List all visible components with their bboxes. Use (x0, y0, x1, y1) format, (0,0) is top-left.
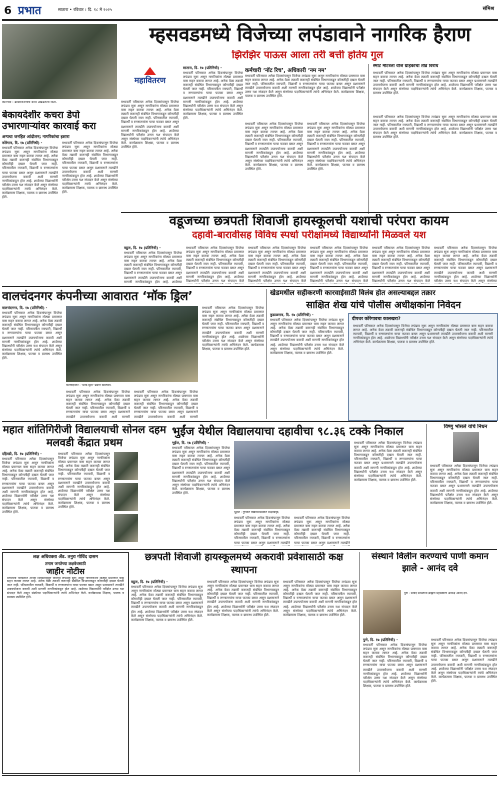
quotes-box (348, 313, 498, 421)
mockdrill-text-3: मध्यवर्ती परिसरात अनेक दिवसांपासून विजेचा लपंडाव सुरू असून नागरिकांना मोठ्या प्रमाणात त्रास सहन करावा लागत आहे. अनेक वेळा तक्रारी करूनही संबंधित विभागाकडून कोणतीही दखल घेतली जात नाही. परिसरातील व्यापारी, विद्यार्थी व रुग्णालयांना याचा फटका बसत असून प्रशासनाने तातडीने उपाययोजना करावी अशी मागणी (134, 390, 198, 419)
bhuj-headline: भुईंज येथील विद्यालयाचा दहावीचा ९८.३६ टक्के निकाल (172, 424, 404, 438)
mockdrill-headline: वालचंदनगर कंपनीच्या आवारात ‘मॉक ड्रिल’ (2, 289, 193, 303)
mahavitaran-logo (121, 67, 179, 97)
bhuj-photo (234, 441, 350, 509)
school-text-1: मध्यवर्ती परिसरात अनेक दिवसांपासून विजेचा लपंडाव सुरू असून नागरिकांना मोठ्या प्रमाणात त्रास सहन करावा लागत आहे. अनेक वेळा तक्रारी करूनही संबंधित विभागाकडून कोणतीही दखल घेतली जात नाही. परिसरातील व्यापारी, विद्यार्थी व रुग्णालयांना याचा फटका बसत असून प्रशासनाने तातडीने उपाययोजना करावी अशी मागणी नागरिकांकडून होत आहे. शाळेच्या (124, 251, 182, 284)
brand-logo: प्रभात (18, 4, 42, 17)
mahavitaran-text: महावितरण (134, 76, 166, 85)
legal-notice-ad (2, 552, 129, 774)
student-photos (114, 452, 167, 547)
quotes-text-1: मध्यवर्ती परिसरात अनेक दिवसांपासून विजेचा लपंडाव सुरू असून नागरिकांना मोठ्या प्रमाणात त्रास सहन करावा लागत आहे. अनेक वेळा तक्रारी करूनही संबंधित विभागाकडून कोणतीही दखल घेतली जात नाही. परिसरातील व्यापारी, विद्यार्थी व रुग्णालयांना याचा फटका बसत असून प्रशासनाने तातडीने उपाययोजना करावी अशी मागणी नागरिकांकडून होत आहे. शाळेच्या विद्यार्थ्यांनी परीक्षेत उत्तम यश संपादन केले असून संस्थेच्या पदाधिकाऱ्यांनी त्यांचे अभिनंदन केले. कार्यक्रमास शिक्षक, पालक व ग्रामस्थ उपस्थित होते. (270, 318, 344, 355)
left-headline: बेकायदेशीर कचरा डेपो उभारणाऱ्यांवर कारवाई करा (2, 110, 96, 132)
left-byline: कोरेगाव, दि. १७ (प्रतिनिधी) - (2, 141, 43, 145)
page-number: 6 (4, 4, 12, 17)
school-text-3: मध्यवर्ती परिसरात अनेक दिवसांपासून विजेचा लपंडाव सुरू असून नागरिकांना मोठ्या प्रमाणात त्रास सहन करावा लागत आहे. अनेक वेळा तक्रारी करूनही संबंधित विभागाकडून कोणतीही दखल घेतली जात नाही. परिसरातील व्यापारी, विद्यार्थी व रुग्णालयांना याचा फटका बसत असून प्रशासनाने तातडीने उपाययोजना करावी अशी मागणी नागरिकांकडून होत आहे. शाळेच्या विद्यार्थ्यांनी परीक्षेत उत्तम यश संपादन केले (248, 246, 306, 283)
bhuj-text-3: मध्यवर्ती परिसरात अनेक दिवसांपासून विजेचा लपंडाव सुरू असून नागरिकांना मोठ्या प्रमाणात त्रास सहन करावा लागत आहे. अनेक वेळा तक्रारी करूनही संबंधित विभागाकडून कोणतीही दखल घेतली जात नाही. परिसरातील व्यापारी, विद्यार्थी व रुग्णालयांना याचा फटका बसत असून प्रशासनाने तातडीने (294, 516, 350, 545)
bhuj-caption: भुईंज : गुणवंत विद्यार्थ्यांसमवेत शिक्षकवृंद. (234, 511, 280, 514)
bhuj-text-1: मध्यवर्ती परिसरात अनेक दिवसांपासून विजेचा लपंडाव सुरू असून नागरिकांना मोठ्या प्रमाणात त्रास सहन करावा लागत आहे. अनेक वेळा तक्रारी करूनही संबंधित विभागाकडून कोणतीही दखल घेतली जात नाही. परिसरातील व्यापारी, विद्यार्थी व रुग्णालयांना याचा फटका बसत असून प्रशासनाने तातडीने उपाययोजना करावी अशी मागणी नागरिकांकडून होत आहे. शाळेच्या विद्यार्थ्यांनी परीक्षेत उत्तम यश संपादन केले असून संस्थेच्या पदाधिकाऱ्यांनी त्यांचे अभिनंदन केले. कार्यक्रमास शिक्षक, पालक व ग्रामस्थ उपस्थित होते. (172, 446, 230, 496)
ad-text: मध्यवर्ती परिसरात अनेक दिवसांपासून विजेचा लपंडाव सुरू असून नागरिकांना मोठ्या प्रमाणात त्रास सहन करावा लागत आहे. अनेक वेळा तक्रारी करूनही संबंधित विभागाकडून कोणतीही दखल घेतली जात नाही. परिसरातील व्यापारी, विद्यार्थी व रुग्णालयांना याचा फटका बसत असून प्रशासनाने तातडीने उपाययोजना करावी अशी मागणी नागरिकांकडून होत आहे. शाळेच्या विद्यार्थ्यांनी परीक्षेत उत्तम यश संपादन केले असून संस्थेच्या पदाधिकाऱ्यांनी त्यांचे अभिनंदन केले. कार्यक्रमास शिक्षक, पालक व ग्रामस्थ उपस्थित होते. (7, 576, 124, 600)
school-text-2: मध्यवर्ती परिसरात अनेक दिवसांपासून विजेचा लपंडाव सुरू असून नागरिकांना मोठ्या प्रमाणात त्रास सहन करावा लागत आहे. अनेक वेळा तक्रारी करूनही संबंधित विभागाकडून कोणतीही दखल घेतली जात नाही. परिसरातील व्यापारी, विद्यार्थी व रुग्णालयांना याचा फटका बसत असून प्रशासनाने तातडीने उपाययोजना करावी अशी मागणी नागरिकांकडून होत आहे. शाळेच्या विद्यार्थ्यांनी परीक्षेत उत्तम यश संपादन केले (186, 246, 244, 283)
ad-prefix: लक्ष अधिवक्ता ॲड. तनुरा गोविंद दासम (33, 555, 98, 560)
left-story-text-1: मध्यवर्ती परिसरात अनेक दिवसांपासून विजेचा लपंडाव सुरू असून नागरिकांना मोठ्या प्रमाणात त्रास सहन करावा लागत आहे. अनेक वेळा तक्रारी करूनही संबंधित विभागाकडून कोणतीही दखल घेतली जात नाही. परिसरातील व्यापारी, विद्यार्थी व रुग्णालयांना याचा फटका बसत असून प्रशासनाने तातडीने उपाययोजना करावी अशी मागणी नागरिकांकडून होत आहे. शाळेच्या विद्यार्थ्यांनी परीक्षेत उत्तम यश संपादन केले असून संस्थेच्या पदाधिकाऱ्यांनी त्यांचे अभिनंदन केले. कार्यक्रमास शिक्षक, पालक व ग्रामस्थ उपस्थित होते. (2, 146, 58, 200)
left-story-text-2: मध्यवर्ती परिसरात अनेक दिवसांपासून विजेचा लपंडाव सुरू असून नागरिकांना मोठ्या प्रमाणात त्रास सहन करावा लागत आहे. अनेक वेळा तक्रारी करूनही संबंधित विभागाकडून कोणतीही दखल घेतली जात नाही. परिसरातील व्यापारी, विद्यार्थी व रुग्णालयांना याचा फटका बसत असून प्रशासनाने तातडीने उपाययोजना करावी अशी मागणी नागरिकांकडून होत आहे. शाळेच्या विद्यार्थ्यांनी परीक्षेत उत्तम यश संपादन केले असून संस्थेच्या पदाधिकाऱ्यांनी त्यांचे अभिनंदन केले. कार्यक्रमास शिक्षक, पालक व ग्रामस्थ उपस्थित होते. (62, 141, 118, 195)
mockdrill-caption: वालचंदनगर : ‘मॉक ड्रिल’ प्रसंगी कर्मचारी. (66, 384, 112, 387)
pothole-photo (2, 24, 117, 99)
ad-line1: तमाम जनतेच्या लक्षवेधसाठी (45, 560, 86, 566)
mockdrill-byline: वालचंदनगर, दि. १७ (प्रतिनिधी) - (2, 306, 48, 310)
smart-meter-box (368, 64, 500, 214)
quotes-byline: कुडाळगाव, दि. १७ (प्रतिनिधी) - (270, 313, 314, 317)
shanti-byline: दहिवडी, दि. १७ (प्रतिनिधी) - (2, 452, 42, 456)
mockdrill-text-2: मध्यवर्ती परिसरात अनेक दिवसांपासून विजेचा लपंडाव सुरू असून नागरिकांना मोठ्या प्रमाणात त्रास सहन करावा लागत आहे. अनेक वेळा तक्रारी करूनही संबंधित विभागाकडून कोणतीही दखल घेतली जात नाही. परिसरातील व्यापारी, विद्यार्थी व रुग्णालयांना याचा फटका बसत असून प्रशासनाने तातडीने उपाययोजना करावी अशी मागणी (66, 390, 130, 419)
column-divider (266, 289, 267, 419)
mockdrill-photo (66, 306, 198, 382)
top-story-text-5: मध्यवर्ती परिसरात अनेक दिवसांपासून विजेचा लपंडाव सुरू असून नागरिकांना मोठ्या प्रमाणात त्रास सहन करावा लागत आहे. अनेक वेळा तक्रारी करूनही संबंधित विभागाकडून कोणतीही दखल घेतली जात नाही. परिसरातील व्यापारी, विद्यार्थी व रुग्णालयांना याचा फटका बसत असून प्रशासनाने तातडीने उपाययोजना करावी अशी मागणी नागरिकांकडून होत आहे. शाळेच्या विद्यार्थ्यांनी परीक्षेत उत्तम यश संपादन केले असून संस्थेच्या पदाधिकाऱ्यांनी त्यांचे अभिनंदन केले. कार्यक्रमास शिक्षक, पालक व ग्रामस्थ उपस्थित होते. (307, 122, 365, 172)
shanti-text-2: मध्यवर्ती परिसरात अनेक दिवसांपासून विजेचा लपंडाव सुरू असून नागरिकांना मोठ्या प्रमाणात त्रास सहन करावा लागत आहे. अनेक वेळा तक्रारी करूनही संबंधित विभागाकडून कोणतीही दखल घेतली जात नाही. परिसरातील व्यापारी, विद्यार्थी व रुग्णालयांना याचा फटका बसत असून प्रशासनाने तातडीने उपाययोजना करावी अशी मागणी नागरिकांकडून होत आहे. शाळेच्या विद्यार्थ्यांनी परीक्षेत उत्तम यश संपादन केले असून संस्थेच्या पदाधिकाऱ्यांनी त्यांचे अभिनंदन केले. कार्यक्रमास शिक्षक, पालक व ग्रामस्थ उपस्थित होते. (58, 452, 110, 510)
top-story-text-4: मध्यवर्ती परिसरात अनेक दिवसांपासून विजेचा लपंडाव सुरू असून नागरिकांना मोठ्या प्रमाणात त्रास सहन करावा लागत आहे. अनेक वेळा तक्रारी करूनही संबंधित विभागाकडून कोणतीही दखल घेतली जात नाही. परिसरातील व्यापारी, विद्यार्थी व रुग्णालयांना याचा फटका बसत असून प्रशासनाने तातडीने उपाययोजना करावी अशी मागणी नागरिकांकडून होत आहे. शाळेच्या विद्यार्थ्यांनी परीक्षेत उत्तम यश संपादन केले असून संस्थेच्या पदाधिकाऱ्यांनी त्यांचे अभिनंदन केले. कार्यक्रमास शिक्षक, पालक व ग्रामस्थ उपस्थित होते. (245, 122, 303, 172)
bottom1-byline: वडूज, दि. १७ (प्रतिनिधी) - (131, 580, 168, 584)
bottom1-text-1: मध्यवर्ती परिसरात अनेक दिवसांपासून विजेचा लपंडाव सुरू असून नागरिकांना मोठ्या प्रमाणात त्रास सहन करावा लागत आहे. अनेक वेळा तक्रारी करूनही संबंधित विभागाकडून कोणतीही दखल घेतली जात नाही. परिसरातील व्यापारी, विद्यार्थी व रुग्णालयांना याचा फटका बसत असून प्रशासनाने तातडीने उपाययोजना करावी अशी मागणी नागरिकांकडून होत आहे. शाळेच्या विद्यार्थ्यांनी परीक्षेत उत्तम यश संपादन केले असून संस्थेच्या पदाधिकाऱ्यांनी त्यांचे अभिनंदन केले. कार्यक्रमास शिक्षक, पालक व ग्रामस्थ उपस्थित होते. (131, 585, 203, 622)
top-subhead: झिरझिर पाऊस आला तरी बत्ती होतेय गुल (231, 50, 384, 61)
obit-photo (453, 432, 479, 462)
bottom1-headline: छत्रपती शिवाजी हायस्कूलमध्ये अकरावी प्रवेशासाठी कक्ष स्थापना (144, 552, 344, 576)
bottom2-byline: पुणे, दि. १७ (प्रतिनिधी) - (363, 638, 398, 642)
shanti-headline: महात शांतिगिरीजी विद्यालयाची सोनल दहम मलवडी केंद्रात प्रथम (2, 424, 167, 449)
band2-rule (2, 286, 497, 287)
band3-rule (2, 421, 497, 422)
left-subhead: अन्यथा जनहित आंदोलन; नागरिकांचा इशारा (2, 134, 70, 139)
left-photo-caption: कोरेगाव : डांबरीकरणाचे काम उखडलेला रस्ता. (2, 101, 57, 104)
masthead-rule (2, 19, 498, 21)
quotes-subhead: साक्षित शेख यांचे पोलीस अधीक्षकांना निवेदन (306, 300, 461, 311)
quotes-box-title: दीपधर कोरेगावचा कालखरा? (352, 317, 401, 322)
top-story-text-1: मध्यवर्ती परिसरात अनेक दिवसांपासून विजेचा लपंडाव सुरू असून नागरिकांना मोठ्या प्रमाणात त्रास सहन करावा लागत आहे. अनेक वेळा तक्रारी करूनही संबंधित विभागाकडून कोणतीही दखल घेतली जात नाही. परिसरातील व्यापारी, विद्यार्थी व रुग्णालयांना याचा फटका बसत असून प्रशासनाने तातडीने उपाययोजना करावी अशी मागणी नागरिकांकडून होत आहे. शाळेच्या विद्यार्थ्यांनी परीक्षेत उत्तम यश संपादन केले असून संस्थेच्या पदाधिकाऱ्यांनी त्यांचे अभिनंदन केले. कार्यक्रमास शिक्षक, पालक व ग्रामस्थ उपस्थित होते. (121, 100, 179, 150)
quotes-headline: खेडमधील सहीकरणी कारवाईसाठी विलंब होत असल्याबद्दल तक्रार (270, 289, 436, 297)
obit-box (426, 424, 500, 547)
school-headline: वडूजच्या छत्रपती शिवाजी हायस्कूलची यशाची परंपरा कायम (169, 214, 449, 229)
mockdrill-text-4: मध्यवर्ती परिसरात अनेक दिवसांपासून विजेचा लपंडाव सुरू असून नागरिकांना मोठ्या प्रमाणात त्रास सहन करावा लागत आहे. अनेक वेळा तक्रारी करूनही संबंधित विभागाकडून कोणतीही दखल घेतली जात नाही. परिसरातील व्यापारी, विद्यार्थी व रुग्णालयांना याचा फटका बसत असून प्रशासनाने तातडीने उपाययोजना करावी अशी मागणी नागरिकांकडून होत आहे. शाळेच्या विद्यार्थ्यांनी परीक्षेत उत्तम यश संपादन केले असून संस्थेच्या पदाधिकाऱ्यांनी त्यांचे अभिनंदन केले. कार्यक्रमास शिक्षक, पालक व ग्रामस्थ उपस्थित होते. (202, 306, 264, 351)
smart-meter-title: स्मार्ट मीटरला वीज ग्राहकांचा तीव्र विरोध (373, 64, 439, 69)
student-photo-3 (114, 514, 138, 542)
quotes-box-text: मध्यवर्ती परिसरात अनेक दिवसांपासून विजेचा लपंडाव सुरू असून नागरिकांना मोठ्या प्रमाणात त्रास सहन करावा लागत आहे. अनेक वेळा तक्रारी करूनही संबंधित विभागाकडून कोणतीही दखल घेतली जात नाही. परिसरातील व्यापारी, विद्यार्थी व रुग्णालयांना याचा फटका बसत असून प्रशासनाने तातडीने उपाययोजना करावी अशी मागणी नागरिकांकडून होत आहे. शाळेच्या विद्यार्थ्यांनी परीक्षेत उत्तम यश संपादन केले असून संस्थेच्या पदाधिकाऱ्यांनी त्यांचे अभिनंदन केले. कार्यक्रमास शिक्षक, पालक व ग्रामस्थ उपस्थित होते. (353, 324, 493, 345)
top-headline: म्हसवडमध्ये विजेच्या लपंडावाने नागरिक हैराण (149, 23, 471, 46)
school-byline: वडूज, दि. १७ (प्रतिनिधी) - (124, 246, 161, 250)
column-divider-2 (359, 552, 360, 772)
student-photo-2 (114, 483, 138, 511)
dateline: सातारा • रविवार । दि. १८ मे २०२५ (58, 7, 113, 12)
school-subhead: दहावी-बारावीसह विविध स्पर्धा परीक्षांमध्ये विद्यार्थ्यांनी मिळवले यश (192, 230, 426, 241)
top-byline: सातारा, दि. १७ (प्रतिनिधी) - (183, 66, 222, 70)
top-pullquote: कर्मचारी ‘नॉट रिच’, अधिकारी ‘नम नम’ (245, 68, 327, 74)
obit-text: मध्यवर्ती परिसरात अनेक दिवसांपासून विजेचा लपंडाव सुरू असून नागरिकांना मोठ्या प्रमाणात त्रास सहन करावा लागत आहे. अनेक वेळा तक्रारी करूनही संबंधित विभागाकडून कोणतीही दखल घेतली जात नाही. परिसरातील व्यापारी, विद्यार्थी व रुग्णालयांना याचा फटका बसत असून प्रशासनाने तातडीने उपाययोजना करावी अशी मागणी नागरिकांकडून होत आहे. शाळेच्या विद्यार्थ्यांनी परीक्षेत उत्तम यश संपादन केले असून संस्थेच्या पदाधिकाऱ्यांनी त्यांचे अभिनंदन केले. कार्यक्रमास शिक्षक, पालक व ग्रामस्थ उपस्थित होते. (430, 464, 498, 505)
bottom2-text-1: मध्यवर्ती परिसरात अनेक दिवसांपासून विजेचा लपंडाव सुरू असून नागरिकांना मोठ्या प्रमाणात त्रास सहन करावा लागत आहे. अनेक वेळा तक्रारी करूनही संबंधित विभागाकडून कोणतीही दखल घेतली जात नाही. परिसरातील व्यापारी, विद्यार्थी व रुग्णालयांना याचा फटका बसत असून प्रशासनाने तातडीने उपाययोजना करावी अशी मागणी नागरिकांकडून होत आहे. शाळेच्या विद्यार्थ्यांनी परीक्षेत उत्तम यश संपादन केले असून संस्थेच्या पदाधिकाऱ्यांनी त्यांचे अभिनंदन केले. कार्यक्रमास शिक्षक, पालक व ग्रामस्थ उपस्थित होते. (363, 643, 427, 688)
bottom2-photo (363, 590, 401, 634)
top-story-text-2: मध्यवर्ती परिसरात अनेक दिवसांपासून विजेचा लपंडाव सुरू असून नागरिकांना मोठ्या प्रमाणात त्रास सहन करावा लागत आहे. अनेक वेळा तक्रारी करूनही संबंधित विभागाकडून कोणतीही दखल घेतली जात नाही. परिसरातील व्यापारी, विद्यार्थी व रुग्णालयांना याचा फटका बसत असून प्रशासनाने तातडीने उपाययोजना करावी अशी मागणी नागरिकांकडून होत आहे. शाळेच्या विद्यार्थ्यांनी परीक्षेत उत्तम यश संपादन केले असून संस्थेच्या पदाधिकाऱ्यांनी त्यांचे अभिनंदन केले. कार्यक्रमास शिक्षक, पालक व ग्रामस्थ उपस्थित होते. (183, 71, 243, 121)
school-text-5: मध्यवर्ती परिसरात अनेक दिवसांपासून विजेचा लपंडाव सुरू असून नागरिकांना मोठ्या प्रमाणात त्रास सहन करावा लागत आहे. अनेक वेळा तक्रारी करूनही संबंधित विभागाकडून कोणतीही दखल घेतली जात नाही. परिसरातील व्यापारी, विद्यार्थी व रुग्णालयांना याचा फटका बसत असून प्रशासनाने तातडीने उपाययोजना करावी अशी मागणी नागरिकांकडून होत आहे. शाळेच्या विद्यार्थ्यांनी परीक्षेत उत्तम यश संपादन केले (372, 246, 430, 283)
bottom1-text-2: मध्यवर्ती परिसरात अनेक दिवसांपासून विजेचा लपंडाव सुरू असून नागरिकांना मोठ्या प्रमाणात त्रास सहन करावा लागत आहे. अनेक वेळा तक्रारी करूनही संबंधित विभागाकडून कोणतीही दखल घेतली जात नाही. परिसरातील व्यापारी, विद्यार्थी व रुग्णालयांना याचा फटका बसत असून प्रशासनाने तातडीने उपाययोजना करावी अशी मागणी नागरिकांकडून होत आहे. शाळेच्या विद्यार्थ्यांनी परीक्षेत उत्तम यश संपादन केले असून संस्थेच्या पदाधिकाऱ्यांनी त्यांचे अभिनंदन केले. कार्यक्रमास शिक्षक, पालक व ग्रामस्थ उपस्थित होते. (207, 580, 279, 617)
school-text-4: मध्यवर्ती परिसरात अनेक दिवसांपासून विजेचा लपंडाव सुरू असून नागरिकांना मोठ्या प्रमाणात त्रास सहन करावा लागत आहे. अनेक वेळा तक्रारी करूनही संबंधित विभागाकडून कोणतीही दखल घेतली जात नाही. परिसरातील व्यापारी, विद्यार्थी व रुग्णालयांना याचा फटका बसत असून प्रशासनाने तातडीने उपाययोजना करावी अशी मागणी नागरिकांकडून होत आहे. शाळेच्या विद्यार्थ्यांनी परीक्षेत उत्तम यश संपादन केले (310, 246, 368, 283)
footer-rule (2, 775, 497, 776)
smart-meter-text-1: मध्यवर्ती परिसरात अनेक दिवसांपासून विजेचा लपंडाव सुरू असून नागरिकांना मोठ्या प्रमाणात त्रास सहन करावा लागत आहे. अनेक वेळा तक्रारी करूनही संबंधित विभागाकडून कोणतीही दखल घेतली जात नाही. परिसरातील व्यापारी, विद्यार्थी व रुग्णालयांना याचा फटका बसत असून प्रशासनाने तातडीने उपाययोजना करावी अशी मागणी नागरिकांकडून होत आहे. शाळेच्या विद्यार्थ्यांनी परीक्षेत उत्तम यश संपादन केले असून संस्थेच्या पदाधिकाऱ्यांनी त्यांचे अभिनंदन केले. कार्यक्रमास शिक्षक, पालक व ग्रामस्थ उपस्थित होते. (373, 71, 497, 96)
student-photo-1 (114, 452, 138, 480)
ad-title: जाहीर नोटीस (46, 566, 85, 576)
bhuj-text-4: मध्यवर्ती परिसरात अनेक दिवसांपासून विजेचा लपंडाव सुरू असून नागरिकांना मोठ्या प्रमाणात त्रास सहन करावा लागत आहे. अनेक वेळा तक्रारी करूनही संबंधित विभागाकडून कोणतीही दखल घेतली जात नाही. परिसरातील व्यापारी, विद्यार्थी व रुग्णालयांना याचा फटका बसत असून प्रशासनाने तातडीने उपाययोजना करावी अशी मागणी नागरिकांकडून होत आहे. शाळेच्या विद्यार्थ्यांनी परीक्षेत उत्तम यश संपादन केले असून संस्थेच्या पदाधिकाऱ्यांनी त्यांचे अभिनंदन केले. कार्यक्रमास शिक्षक, पालक व ग्रामस्थ उपस्थित होते. (354, 441, 422, 482)
bottom1-text-3: मध्यवर्ती परिसरात अनेक दिवसांपासून विजेचा लपंडाव सुरू असून नागरिकांना मोठ्या प्रमाणात त्रास सहन करावा लागत आहे. अनेक वेळा तक्रारी करूनही संबंधित विभागाकडून कोणतीही दखल घेतली जात नाही. परिसरातील व्यापारी, विद्यार्थी व रुग्णालयांना याचा फटका बसत असून प्रशासनाने तातडीने उपाययोजना करावी अशी मागणी नागरिकांकडून होत आहे. शाळेच्या विद्यार्थ्यांनी परीक्षेत उत्तम यश संपादन केले असून संस्थेच्या पदाधिकाऱ्यांनी त्यांचे अभिनंदन केले. कार्यक्रमास शिक्षक, पालक व ग्रामस्थ उपस्थित होते. (283, 580, 357, 617)
shanti-text-1: मध्यवर्ती परिसरात अनेक दिवसांपासून विजेचा लपंडाव सुरू असून नागरिकांना मोठ्या प्रमाणात त्रास सहन करावा लागत आहे. अनेक वेळा तक्रारी करूनही संबंधित विभागाकडून कोणतीही दखल घेतली जात नाही. परिसरातील व्यापारी, विद्यार्थी व रुग्णालयांना याचा फटका बसत असून प्रशासनाने तातडीने उपाययोजना करावी अशी मागणी नागरिकांकडून होत आहे. शाळेच्या विद्यार्थ्यांनी परीक्षेत उत्तम यश संपादन केले असून संस्थेच्या पदाधिकाऱ्यांनी त्यांचे अभिनंदन केले. कार्यक्रमास शिक्षक, पालक व ग्रामस्थ उपस्थित होते. (2, 457, 54, 515)
mockdrill-text-1: मध्यवर्ती परिसरात अनेक दिवसांपासून विजेचा लपंडाव सुरू असून नागरिकांना मोठ्या प्रमाणात त्रास सहन करावा लागत आहे. अनेक वेळा तक्रारी करूनही संबंधित विभागाकडून कोणतीही दखल घेतली जात नाही. परिसरातील व्यापारी, विद्यार्थी व रुग्णालयांना याचा फटका बसत असून प्रशासनाने तातडीने उपाययोजना करावी अशी मागणी नागरिकांकडून होत आहे. शाळेच्या विद्यार्थ्यांनी परीक्षेत उत्तम यश संपादन केले असून संस्थेच्या पदाधिकाऱ्यांनी त्यांचे अभिनंदन केले. कार्यक्रमास शिक्षक, पालक व ग्रामस्थ उपस्थित होते. (2, 311, 62, 361)
masthead (0, 0, 500, 22)
school-rule (121, 212, 497, 213)
band4-rule (2, 549, 497, 550)
section-label: संमिश्र (482, 6, 494, 12)
bottom2-text-2: मध्यवर्ती परिसरात अनेक दिवसांपासून विजेचा लपंडाव सुरू असून नागरिकांना मोठ्या प्रमाणात त्रास सहन करावा लागत आहे. अनेक वेळा तक्रारी करूनही संबंधित विभागाकडून कोणतीही दखल घेतली जात नाही. परिसरातील व्यापारी, विद्यार्थी व रुग्णालयांना याचा फटका बसत असून प्रशासनाने तातडीने उपाययोजना करावी अशी मागणी नागरिकांकडून होत आहे. शाळेच्या विद्यार्थ्यांनी परीक्षेत उत्तम यश संपादन केले असून संस्थेच्या पदाधिकाऱ्यांनी त्यांचे अभिनंदन केले. कार्यक्रमास शिक्षक, पालक व ग्रामस्थ उपस्थित होते. (431, 638, 497, 683)
obit-title: विष्णु भोसले यांचे निधन (443, 424, 488, 430)
mahavitaran-mark (144, 67, 156, 75)
top-story-text-3: मध्यवर्ती परिसरात अनेक दिवसांपासून विजेचा लपंडाव सुरू असून नागरिकांना मोठ्या प्रमाणात त्रास सहन करावा लागत आहे. अनेक वेळा तक्रारी करूनही संबंधित विभागाकडून कोणतीही दखल घेतली जात नाही. परिसरातील व्यापारी, विद्यार्थी व रुग्णालयांना याचा फटका बसत असून प्रशासनाने तातडीने उपाययोजना करावी अशी मागणी नागरिकांकडून होत आहे. शाळेच्या विद्यार्थ्यांनी परीक्षेत उत्तम यश संपादन केले असून संस्थेच्या पदाधिकाऱ्यांनी त्यांचे अभिनंदन केले. कार्यक्रमास शिक्षक, पालक व ग्रामस्थ उपस्थित होते. (245, 74, 365, 99)
school-text-6: मध्यवर्ती परिसरात अनेक दिवसांपासून विजेचा लपंडाव सुरू असून नागरिकांना मोठ्या प्रमाणात त्रास सहन करावा लागत आहे. अनेक वेळा तक्रारी करूनही संबंधित विभागाकडून कोणतीही दखल घेतली जात नाही. परिसरातील व्यापारी, विद्यार्थी व रुग्णालयांना याचा फटका बसत असून प्रशासनाने तातडीने उपाययोजना करावी अशी मागणी नागरिकांकडून होत आहे. शाळेच्या विद्यार्थ्यांनी परीक्षेत उत्तम यश संपादन केले असून संस्थेच्या (434, 246, 497, 283)
bhuj-byline: भुईंज, दि. १७ (प्रतिनिधी) - (172, 441, 210, 445)
bhuj-text-2: मध्यवर्ती परिसरात अनेक दिवसांपासून विजेचा लपंडाव सुरू असून नागरिकांना मोठ्या प्रमाणात त्रास सहन करावा लागत आहे. अनेक वेळा तक्रारी करूनही संबंधित विभागाकडून कोणतीही दखल घेतली जात नाही. परिसरातील व्यापारी, विद्यार्थी व रुग्णालयांना याचा फटका बसत असून प्रशासनाने तातडीने (234, 516, 290, 545)
bottom2-headline: संस्थाने विलीन करण्याचे पाणी कमान झाले - आनंद दवे (371, 552, 489, 574)
bottom2-caption: पुणे : संवाद साधताना ब्राह्मण महासंघाचे अध्यक्ष आनंद दवे. (404, 592, 468, 595)
smart-meter-text-2: मध्यवर्ती परिसरात अनेक दिवसांपासून विजेचा लपंडाव सुरू असून नागरिकांना मोठ्या प्रमाणात त्रास सहन करावा लागत आहे. अनेक वेळा तक्रारी करूनही संबंधित विभागाकडून कोणतीही दखल घेतली जात नाही. परिसरातील व्यापारी, विद्यार्थी व रुग्णालयांना याचा फटका बसत असून प्रशासनाने तातडीने उपाययोजना करावी अशी मागणी नागरिकांकडून होत आहे. शाळेच्या विद्यार्थ्यांनी परीक्षेत उत्तम यश संपादन केले असून संस्थेच्या पदाधिकाऱ्यांनी त्यांचे अभिनंदन केले. कार्यक्रमास शिक्षक, पालक व ग्रामस्थ उपस्थित होते. (373, 115, 497, 140)
